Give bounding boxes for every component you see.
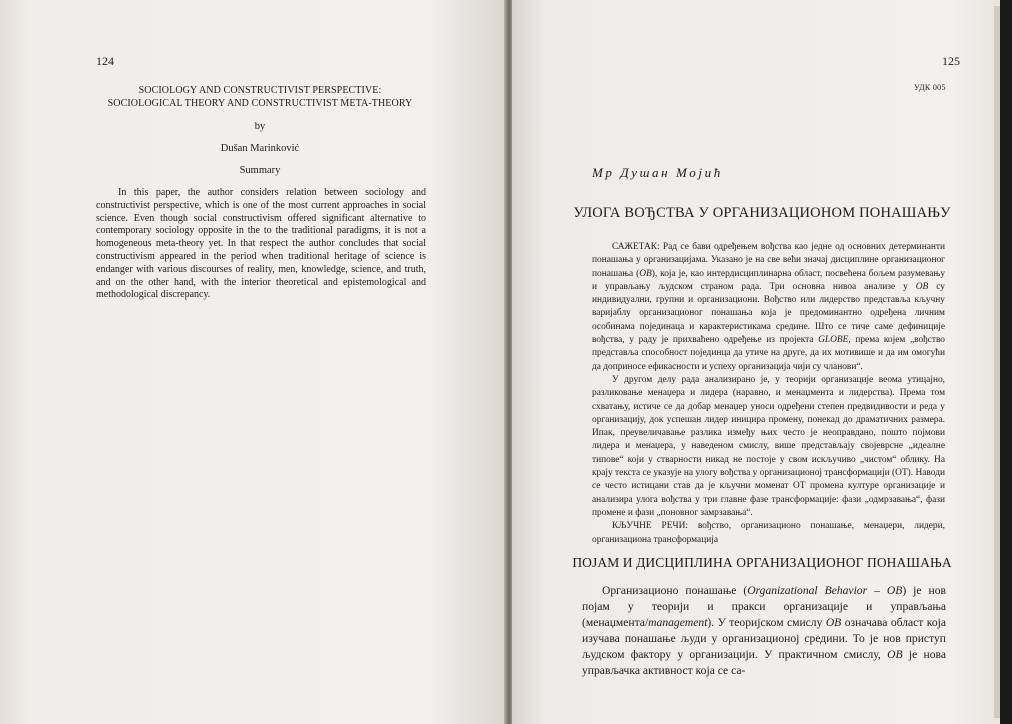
author-name-sr: Мр Душан Мојић — [592, 165, 723, 180]
abstract-text: су индивидуални, групни и организациони. Вођство или лидерство представља кључну варијаблу организационог понашања која је предоминантно одређена личним особинама појединаца и карактеристикама средине. Што се тиче саме дефиниције вођства, у раду је прихваћено одређење из пројекта — [592, 281, 945, 346]
body-text: је нова управљачка активност која се са- — [582, 648, 946, 677]
abstract-paragraph-2: У другом делу рада анализирано је, у теорији организације веома утицајно, разликовање менаџера и лидера (наравно, и менаџмента и лидерства). Према том схватању, истиче се да добар менаџер уноси одређени степен предвидивости и реда у организацију, док успешан лидер иницира промену, понекад до драматичних размера. Ипак, преувеличавање разлика између њих често је неоправдано, пошто појмови лидера и менаџера, у наведеном смислу, више представљају својеврсне „идеалне типове“ који у стварности никад не постоје у свом искључиво „чистом“ облику. На крају текста се указује на улогу вођства у организационој трансформацији (ОТ). Наводи се често истицани став да је кључни моменат ОТ промена културе организације и анализира улога вођства у три главне фазе трансформације: фази „одмрзавања“, фази промене и фази „поновног замрзавања“. — [592, 374, 945, 518]
title-line-2: SOCIOLOGICAL THEORY AND CONSTRUCTIVIST META-THEORY — [107, 98, 413, 109]
body-italic: management — [648, 616, 708, 629]
section-heading: ПОЈАМ И ДИСЦИПЛИНА ОРГАНИЗАЦИОНОГ ПОНАШАЊА — [572, 555, 952, 570]
paper-title-en — [100, 84, 420, 110]
body-italic: ОВ — [887, 648, 903, 661]
body-text: ) је нов појам у теорији и пракси организације и управљања (менаџмента/ — [582, 584, 946, 629]
body-paragraph — [582, 583, 946, 679]
body-italic: Organizational Behavior – OB — [747, 584, 903, 597]
body-text: означава област која изучава понашање људи у организационој средини. То је нов приступ људском фактору у организацији. У практичном смислу, — [582, 616, 946, 661]
keywords: КЉУЧНЕ РЕЧИ: вођство, организационо понашање, менаџери, лидери, организациона трансформација — [592, 521, 945, 545]
author-name-en: Dušan Marinković — [220, 143, 300, 154]
summary-text: In this paper, the author considers relation between sociology and constructivist perspective, which is one of the most current approaches in social science. Even though social constructivism offered significant alternative to contemporary sociology opposite in the to the traditional paradigms, it is not a homogeneous meta-theory yet. In that respect the author concludes that social constructivism appeared in the period when traditional heritage of science is endanger with various discourses of reality, men, knowledge, science, and truth, and on the other hand, with the interior theoretical and epistemological and methodological discrepancy. — [96, 187, 426, 301]
udk-code: УДК 005 — [914, 83, 946, 92]
scan-border — [1000, 0, 1012, 724]
page-number-right: 125 — [942, 54, 960, 68]
page-number-left: 124 — [96, 54, 114, 68]
abstract-text: , према којем „вођство представља способност појединца да утиче на друге, да их мотивише и да им омогући да доприносе ефикасности и успеху организација чији су чланови“. — [592, 335, 945, 372]
abstract-text: ), која је, као интердисциплинарна област, посвећена бољем разумевању и управљању људском страном рада. Три основна нивоа анализе у — [592, 268, 946, 292]
body-italic: ОВ — [825, 616, 842, 629]
summary-heading: Summary — [239, 165, 281, 176]
abstract-abbrev: ОВ — [915, 281, 929, 292]
by-label: by — [254, 121, 266, 132]
abstract-abbrev: GLOBE — [818, 335, 849, 346]
abstract-paragraph-1 — [592, 241, 945, 374]
body-text: ). У теоријском смислу — [707, 616, 826, 629]
body-text: Организационо понашање ( — [602, 584, 748, 597]
title-line-1: SOCIOLOGY AND CONSTRUCTIVIST PERSPECTIVE: — [138, 85, 382, 96]
abstract-text: САЖЕТАК: Рад се бави одређењем вођства као једне од основних детерминанти понашања у организацијама. Указано је на све већи значај дисциплине организационог понашања ( — [592, 242, 945, 279]
right-page — [512, 0, 1000, 724]
abstract — [592, 241, 945, 547]
abstract-abbrev: ОВ — [639, 268, 652, 279]
article-title: УЛОГА ВОЂСТВА У ОРГАНИЗАЦИОНОМ ПОНАШАЊУ — [573, 205, 951, 221]
